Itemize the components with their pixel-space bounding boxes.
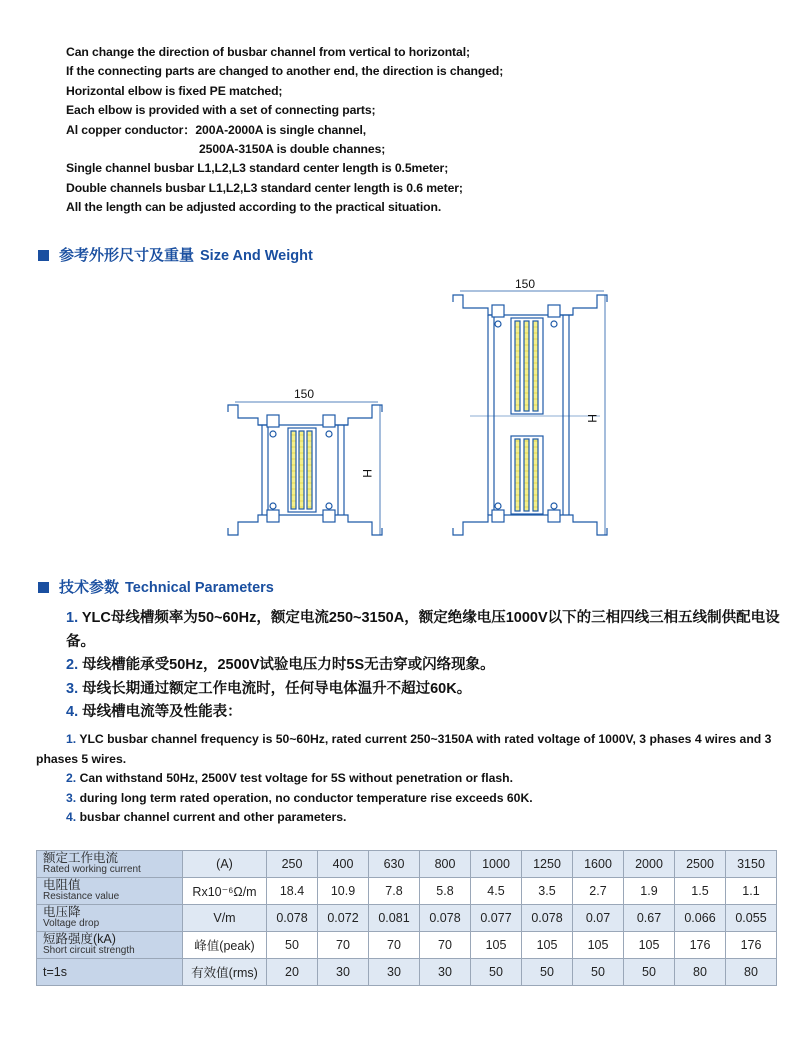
section-title-cn: 技术参数 (59, 579, 120, 596)
table-cell: 50 (624, 959, 675, 986)
table-cell: 0.077 (471, 905, 522, 932)
table-row (37, 959, 777, 986)
single-channel-drawing (228, 402, 382, 535)
row-label (37, 932, 183, 959)
row-label-cn: 电阻值 (43, 878, 81, 892)
table-cell: 0.67 (624, 905, 675, 932)
table-cell: 800 (420, 851, 471, 878)
row-unit: (A) (183, 851, 267, 878)
section-square-icon (38, 582, 49, 593)
parameter-table (36, 850, 777, 986)
table-cell: 2500 (675, 851, 726, 878)
intro-line: Each elbow is provided with a set of connecting parts; (66, 103, 376, 118)
busbar-size-diagram (0, 270, 800, 560)
right-width-label: 150 (515, 277, 536, 291)
intro-line: Single channel busbar L1,L2,L3 standard center length is 0.5meter; (66, 161, 449, 176)
table-cell: 1000 (471, 851, 522, 878)
table-cell: 1250 (522, 851, 573, 878)
table-row (37, 932, 777, 959)
table-cell: 105 (573, 932, 624, 959)
row-unit: V/m (183, 905, 267, 932)
table-cell: 1.5 (675, 878, 726, 905)
intro-line: Horizontal elbow is fixed PE matched; (66, 83, 283, 98)
table-row (37, 905, 777, 932)
intro-line: All the length can be adjusted according to the practical situation. (66, 200, 442, 215)
table-cell: 70 (318, 932, 369, 959)
section-square-icon (38, 250, 49, 261)
table-cell: 30 (318, 959, 369, 986)
intro-text (66, 43, 503, 218)
row-label-en: Short circuit strength (43, 945, 135, 956)
table-cell: 0.078 (522, 905, 573, 932)
table-cell: 1.1 (726, 878, 777, 905)
row-unit: Rx10⁻⁶Ω/m (183, 878, 267, 905)
left-height-label: H (360, 469, 374, 478)
intro-line: 2500A-3150A is double channes; (199, 142, 386, 157)
table-cell: 70 (369, 932, 420, 959)
table-cell: 50 (471, 959, 522, 986)
table-cell: 105 (624, 932, 675, 959)
row-label-en: Resistance value (43, 891, 120, 902)
table-cell: 50 (267, 932, 318, 959)
table-cell: 105 (471, 932, 522, 959)
table-cell: 10.9 (318, 878, 369, 905)
intro-line: If the connecting parts are changed to another end, the direction is changed; (66, 64, 504, 79)
section-title-size (38, 244, 313, 265)
table-cell: 0.072 (318, 905, 369, 932)
table-cell: 0.066 (675, 905, 726, 932)
table-cell: 0.078 (420, 905, 471, 932)
intro-line: Double channels busbar L1,L2,L3 standard center length is 0.6 meter; (66, 180, 463, 195)
table-cell: 4.5 (471, 878, 522, 905)
row-label-en: Rated working current (43, 864, 141, 875)
table-cell: 20 (267, 959, 318, 986)
row-label (37, 878, 183, 905)
table-cell: 3150 (726, 851, 777, 878)
row-label (37, 905, 183, 932)
section-title-params (38, 576, 274, 597)
right-height-label: H (585, 414, 599, 423)
table-cell: 1.9 (624, 878, 675, 905)
row-label (37, 851, 183, 878)
cn-param-item: 3. 母线长期通过额定工作电流时，任何导电体温升不超过60K。 (66, 680, 472, 697)
table-cell: 0.078 (267, 905, 318, 932)
row-label-cn: 额定工作电流 (43, 851, 119, 865)
cn-param-item: 4. 母线槽电流等及性能表： (66, 704, 242, 720)
table-cell: 630 (369, 851, 420, 878)
cn-param-item: 1. YLC母线槽频率为50~60Hz，额定电流250~3150A，额定绝缘电压1000V以下的三相四线三相五线制供配电设备。 (66, 610, 780, 650)
table-cell: 7.8 (369, 878, 420, 905)
en-param-item: 2. Can withstand 50Hz, 2500V test voltage for 5S without penetration or flash. (66, 771, 513, 785)
section-title-cn: 参考外形尺寸及重量 (59, 247, 195, 264)
row-label (37, 959, 183, 986)
table-cell: 0.081 (369, 905, 420, 932)
table-cell: 2000 (624, 851, 675, 878)
table-row (37, 878, 777, 905)
intro-line: Can change the direction of busbar channel from vertical to horizontal; (66, 45, 470, 59)
intro-line: Al copper conductor：200A-2000A is single channel, (66, 122, 367, 137)
row-label-en: Voltage drop (43, 918, 100, 929)
table-cell: 50 (573, 959, 624, 986)
table-cell: 80 (675, 959, 726, 986)
table-row (37, 851, 777, 878)
row-label-cn: t=1s (43, 964, 67, 979)
en-param-item: 4. busbar channel current and other parameters. (66, 810, 347, 824)
table-cell: 176 (675, 932, 726, 959)
row-unit: 有效值(rms) (183, 959, 267, 986)
en-param-item: 3. during long term rated operation, no conductor temperature rise exceeds 60K. (66, 790, 533, 805)
double-channel-drawing (453, 291, 607, 535)
row-label-cn: 电压降 (43, 905, 81, 919)
table-cell: 5.8 (420, 878, 471, 905)
table-cell: 105 (522, 932, 573, 959)
row-label-cn: 短路强度(kA) (43, 932, 116, 946)
table-cell: 3.5 (522, 878, 573, 905)
table-cell: 30 (369, 959, 420, 986)
en-parameter-list (36, 730, 786, 828)
section-title-en: Technical Parameters (125, 580, 274, 596)
table-cell: 2.7 (573, 878, 624, 905)
row-unit: 峰值(peak) (183, 932, 267, 959)
cn-param-item: 2. 母线槽能承受50Hz，2500V试验电压力时5S无击穿或闪络现象。 (66, 657, 495, 673)
left-width-label: 150 (294, 387, 315, 401)
table-cell: 1600 (573, 851, 624, 878)
table-cell: 400 (318, 851, 369, 878)
table-cell: 176 (726, 932, 777, 959)
en-param-item: 1. YLC busbar channel frequency is 50~60Hz, rated current 250~3150A with rated voltage of 1000V, 3 phases 4 wires and 3 phases 5 wires. (36, 732, 772, 766)
section-title-en: Size And Weight (200, 248, 313, 264)
table-cell: 0.055 (726, 905, 777, 932)
table-cell: 50 (522, 959, 573, 986)
cn-parameter-list (36, 607, 781, 725)
table-cell: 80 (726, 959, 777, 986)
table-cell: 250 (267, 851, 318, 878)
table-cell: 18.4 (267, 878, 318, 905)
table-cell: 0.07 (573, 905, 624, 932)
table-cell: 70 (420, 932, 471, 959)
table-cell: 30 (420, 959, 471, 986)
